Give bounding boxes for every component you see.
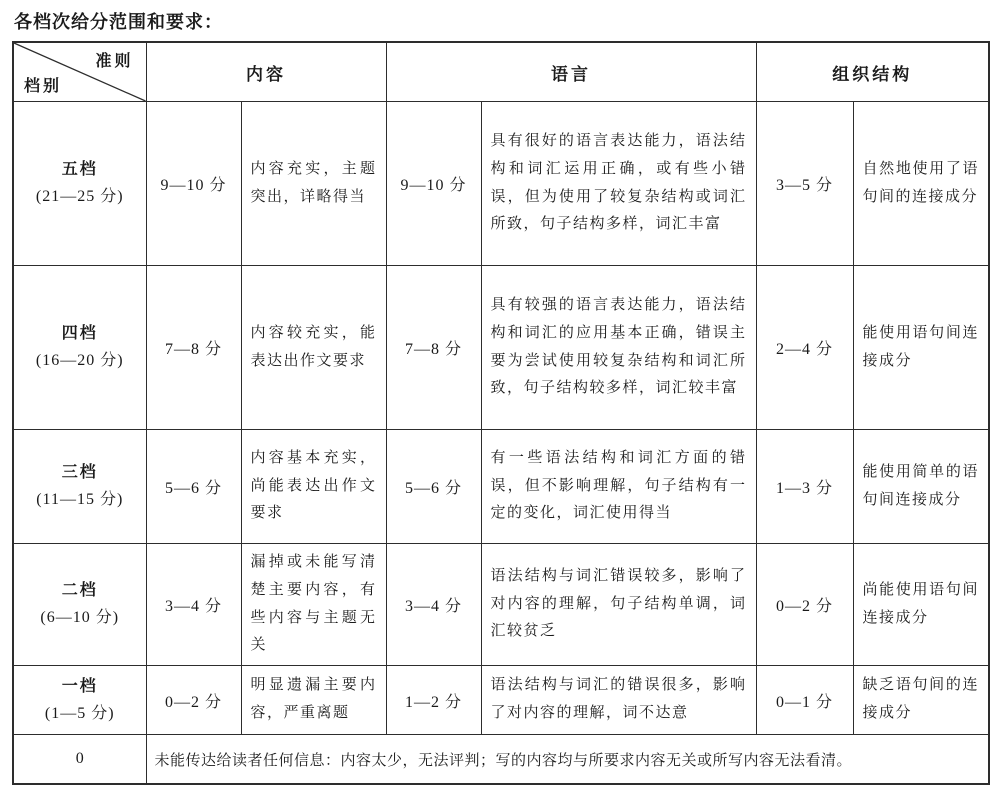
content-score-cell: 5—6 分: [146, 430, 241, 544]
table-row: [13, 544, 989, 666]
language-desc-cell: 有一些语法结构和词汇方面的错误，但不影响理解，句子结构有一定的变化，词汇使用得当: [481, 430, 756, 544]
language-score-cell: 1—2 分: [386, 666, 481, 735]
organization-desc-cell: 缺乏语句间的连接成分: [853, 666, 989, 735]
content-desc-cell: 内容较充实，能表达出作文要求: [241, 266, 386, 430]
level-cell: [13, 666, 146, 735]
level-score-range: (6—10 分): [40, 609, 120, 626]
content-desc-cell: 漏掉或未能写清楚主要内容，有些内容与主题无关: [241, 544, 386, 666]
language-desc-cell: 语法结构与词汇的错误很多，影响了对内容的理解，词不达意: [481, 666, 756, 735]
level-score-range: (11—15 分): [36, 491, 124, 508]
zero-desc-cell: 未能传达给读者任何信息：内容太少，无法评判；写的内容均与所要求内容无关或所写内容无法看清。: [146, 735, 989, 785]
content-score-cell: 0—2 分: [146, 666, 241, 735]
organization-desc-cell: 能使用语句间连接成分: [853, 266, 989, 430]
level-name: 一档: [61, 677, 98, 695]
organization-score-cell: 0—1 分: [756, 666, 853, 735]
language-score-cell: 9—10 分: [386, 102, 481, 266]
level-score-range: (16—20 分): [35, 352, 124, 369]
content-desc-cell: 明显遗漏主要内容，严重离题: [241, 666, 386, 735]
language-desc-cell: 语法结构与词汇错误较多，影响了对内容的理解，句子结构单调，词汇较贫乏: [481, 544, 756, 666]
content-score-cell: 7—8 分: [146, 266, 241, 430]
column-header-content: 内容: [146, 42, 386, 102]
column-header-language: 语言: [386, 42, 756, 102]
header-row: [13, 42, 989, 102]
language-score-cell: 7—8 分: [386, 266, 481, 430]
table-row: [13, 430, 989, 544]
content-score-cell: 9—10 分: [146, 102, 241, 266]
corner-header-cell: [13, 42, 146, 102]
level-score-range: (21—25 分): [35, 188, 124, 205]
corner-criteria-label: 准则: [95, 53, 134, 70]
language-desc-cell: 具有较强的语言表达能力，语法结构和词汇的应用基本正确，错误主要为尝试使用较复杂结构和词汇所致，句子结构较多样，词汇较丰富: [481, 266, 756, 430]
zero-level-cell: 0: [13, 735, 146, 785]
table-row: [13, 102, 989, 266]
organization-desc-cell: 自然地使用了语句间的连接成分: [853, 102, 989, 266]
organization-desc-cell: 能使用简单的语句间连接成分: [853, 430, 989, 544]
organization-score-cell: 1—3 分: [756, 430, 853, 544]
content-score-cell: 3—4 分: [146, 544, 241, 666]
content-desc-cell: 内容充实，主题突出，详略得当: [241, 102, 386, 266]
organization-score-cell: 2—4 分: [756, 266, 853, 430]
corner-level-label: 档别: [24, 78, 63, 95]
table-row-zero: [13, 735, 989, 785]
level-name: 五档: [61, 161, 98, 178]
language-desc-cell: 具有很好的语言表达能力，语法结构和词汇运用正确，或有些小错误，但为使用了较复杂结构或词汇所致，句子结构多样，词汇丰富: [481, 102, 756, 266]
organization-score-cell: 0—2 分: [756, 544, 853, 666]
organization-desc-cell: 尚能使用语句间连接成分: [853, 544, 989, 666]
level-cell: [13, 430, 146, 544]
level-score-range: (1—5 分): [44, 704, 115, 722]
level-cell: [13, 544, 146, 666]
organization-score-cell: 3—5 分: [756, 102, 853, 266]
level-name: 三档: [61, 464, 98, 481]
column-header-organization: 组织结构: [756, 42, 989, 102]
level-cell: [13, 102, 146, 266]
language-score-cell: 5—6 分: [386, 430, 481, 544]
language-score-cell: 3—4 分: [386, 544, 481, 666]
table-row: [13, 666, 989, 735]
level-cell: [13, 266, 146, 430]
level-name: 四档: [61, 325, 98, 342]
content-desc-cell: 内容基本充实，尚能表达出作文要求: [241, 430, 386, 544]
level-name: 二档: [61, 582, 98, 599]
table-row: [13, 266, 989, 430]
scoring-rubric-table: [12, 41, 990, 785]
page-title: 各档次给分范围和要求：: [14, 12, 223, 32]
